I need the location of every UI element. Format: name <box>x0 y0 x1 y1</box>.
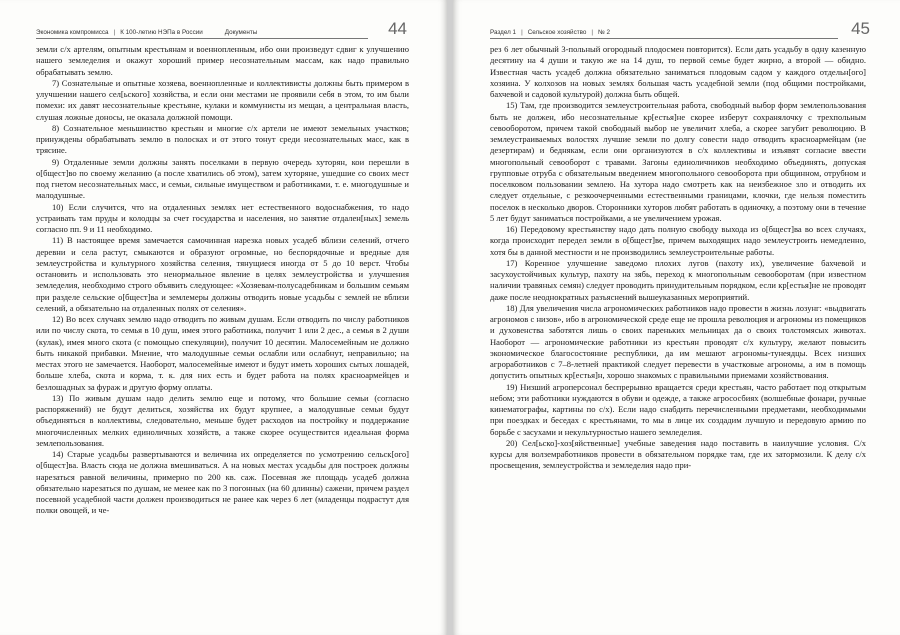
issue-title: К 100-летию НЭПа в России <box>120 29 203 36</box>
right-page-header <box>490 18 870 38</box>
paragraph: 7) Сознательные и опытные хозяева, военнопленные и коллективисты должны быть примером в улучшении нашего сел[ьского] хозяйства, и если они местами не проявили себя в этом, то им были помехи: их давят несознательные крестьяне, кулаки и коммунисты из мещан, а центральная власть, слушая ложные доносы, не оказала должной помощи. <box>36 77 409 122</box>
paragraph: 14) Старые усадьбы развертываются и величина их определяется по усмотрению сельск[ого] о[бщест]ва. Власть сюда не должна вмешиваться. А на новых местах усадьбы для построек должны нарезаться равной величины, примерно по 200 кв. саж. Посевная же площадь усадеб должна обязательно нарезаться по душам, не менее как по 3 погонных (на 60 длинны) сажени, причем раздел посевной усадебной части должен производиться не ранее как через 6 лет (младенцы подрастут для полки овощей, и че- <box>36 449 409 516</box>
paragraph: 13) По живым душам надо делить землю еще и потому, что большие семьи (согласно распоряжений) не будут делиться, хозяйства их будут крупнее, а малодушные семьи будут объединяться в коллективы, следовательно, меньше будет расходов на постройку и поддержание многочисленных мелких единоличных хозяйств, а также скорее осуществится идеальная форма землепользования. <box>36 392 409 448</box>
paragraph: 11) В настоящее время замечается самочинная нарезка новых усадеб вблизи селений, отчего деревни и села растут, смыкаются и образуют огромные, но беспорядочные и вредные для землеустройства и культурного хозяйства селения, тянущиеся иногда от 5 до 10 верст. Чтобы остановить и использовать это ненормальное явление в целях землеустройства и улучшения земледелия, необходимо строго объявить следующее: «Хозяевам-полусадебникам и большим семьям при разделе сельские о[бщест]ва и землемеры должны отводить новые усадьбы с землей не вблизи селений, а обязательно на отдаленных полях от селения». <box>36 235 409 313</box>
paragraph: 12) Во всех случаях землю надо отводить по живым душам. Если отводить по числу работников или по числу скота, то семья в 10 душ, имея этого работника, получит 1 или 2 дес., а семья в 2 души (кулак), имея много скота (с помощью спекуляции), получит 10 десятин. Малосемейным не должно быть никакой прибавки. Мнение, что малодушные семьи ослабли или ослабнут, неправильно; на местах этого не замечается. Наоборот, малосемейные имеют и будут иметь хороших сытых лошадей, больше хлеба, скота и корма, т. к. для них есть и будет работа на полях красноармейцев и безлошадных за фураж и другую форму оплаты. <box>36 314 409 392</box>
paragraph: 8) Сознательное меньшинство крестьян и многие с/х артели не имеют земельных участков; принуждены обрабатывать землю в полосках и от этого тонут среди несознательных масс, как в трясине. <box>36 122 409 156</box>
paragraph: 20) Сел[ьско]-хоз[яйственные] учебные заведения надо поставить в наилучшие условия. С/х курсы для волземработников провести в обязательном порядке там, где их затормозили. К делу с/х просвещения, землеустройства и земледелия надо при- <box>490 437 866 471</box>
running-head: Раздел 1 | Сельское хозяйство | № 2 <box>490 29 611 36</box>
section-title: Документы <box>224 29 258 36</box>
left-page <box>0 0 447 635</box>
body-text <box>490 44 866 472</box>
paragraph: 15) Там, где производится землеустроительная работа, свободный выбор форм землепользования быть не должен, ибо несознательные кр[естья]не скорее изберут сохранялочку с трехпольным севооборотом, причем такой свободный выбор не увеличит хлеба, а скорее загубит революцию. В землеустраиваемых волостях лучшие земли по долгу совести надо отводить красноармейцам (не дезертирам) и беднякам, если они организуются в с/х коллективы и изъявят согласие ввести многопольный севооборот с травами. Загоны единоличников необходимо объединять, допуская групповые отруба с обязательным введением многопольного севооборота при общинном, отрубном и поселковом пользовании землею. На хутора надо смотреть как на неизбежное зло и отводить их следует отдельные, с резкоочерченными естественными границами, клочки, где нельзя поместить поселок в несколько дворов. Сторонники хуторов любят работать в одиночку, а поэтому они в течение 5 лет будут заниматься постройками, а не увеличением урожая. <box>490 100 866 223</box>
right-page <box>453 0 900 635</box>
header-rule <box>490 38 838 39</box>
part-title: Раздел 1 <box>490 29 517 36</box>
running-head: Экономика компромисса | К 100-летию НЭПа в России Документы <box>36 29 258 36</box>
journal-title: Экономика компромисса <box>36 29 109 36</box>
topic-title: Сельское хозяйство <box>527 29 587 36</box>
issue-number: № 2 <box>598 29 611 36</box>
paragraph: рез 6 лет обычный 3-польный огородный плодосмен повторится). Если дать усадьбу в одну казенную десятину на 4 души и такую же на 14 душ, то первой семье будет жирно, а второй — обидно. Известная часть усадеб должна обязательно заниматься плодовым садом у каждого отдельн[ого] хозяина. У колхозов на новых землях большая часть усадебной земли (под общими постройками, бахчевой и садовой культурой) должна быть общей. <box>490 44 866 99</box>
page-number: 45 <box>851 19 870 38</box>
paragraph: 18) Для увеличения числа агрономических работников надо провести в жизнь лозунг: «выдвигать агрономов с низов», ибо в агрономической среде еще не прошла революция и агрономы из помещиков и духовенства заботятся лишь о своих пареньких мельницах да о своих толстомясых животах. Наоборот — агрономические работники из крестьян проводят с/х культуру, желают повысить экономическое благосостояние республики, да им мешают агрономы-тунеядцы. Всех низших агроработников с 7–8-летней практикой следует перевести в участковые агрономы, а им в помощь допустить опытных кр[естья]н, хорошо знакомых с правильными приемами хозяйствования. <box>490 302 866 381</box>
paragraph: 9) Отдаленные земли должны занять поселками в первую очередь хуторян, кои перешли в о[бщест]во по своему желанию (а после хватились об этом), затем хуторяне, ушедшие со своих мест под гнетом несознательных масс, и семьи, сильные имуществом и работниками, т. е. многодушные и малодушные. <box>36 156 409 201</box>
header-rule <box>36 38 368 39</box>
paragraph: 17) Коренное улучшение заведомо плохих лугов (пахоту их), увеличение бахчевой и засухоустойчивых культур, пахоту на зябь, переход к многопольным севооборотам (при известном наличии травяных семян) следует проводить принудительным порядком, если кр[естья]не не проводят даже после неоднократных разъяснений вышеуказанных мероприятий. <box>490 257 866 302</box>
paragraph: земли с/х артелям, опытным крестьянам и военнопленным, ибо они произведут сдвиг к улучшению нашего земледелия и окажут хороший пример несознательным массам, как надо правильно обрабатывать землю. <box>36 44 409 77</box>
paragraph: 16) Передовому крестьянству надо дать полную свободу выхода из о[бщест]ва во всех случаях, когда происходит передел земли в о[бщест]ве, причем выходящих надо землеустроить немедленно, хотя бы в данной местности и не производились землеустроительные работы. <box>490 224 866 257</box>
body-text <box>36 44 409 517</box>
left-page-header <box>36 18 407 38</box>
paragraph: 10) Если случится, что на отдаленных землях нет естественного водоснабжения, то надо устраивать там пруды и колодцы за счет государства и населения, но занятие отдален[ных] земель согласно пп. 9 и 11 необходимо. <box>36 201 409 234</box>
page-number: 44 <box>388 19 407 38</box>
paragraph: 19) Низший агроперсонал беспрерывно вращается среди крестьян, часто работает под открытым небом; эти работники нуждаются в обуви и одежде, а также агрососбиях (волшебные фонари, ручные кинематографы, картины по с/х). Если надо снабдить перечисленными предметами, необходимыми при поездках и беседах с крестьянами, то мы в лице их создадим лучшую и передовую армию по борьбе с засухами и некультурностью нашего земледелия. <box>490 381 866 437</box>
